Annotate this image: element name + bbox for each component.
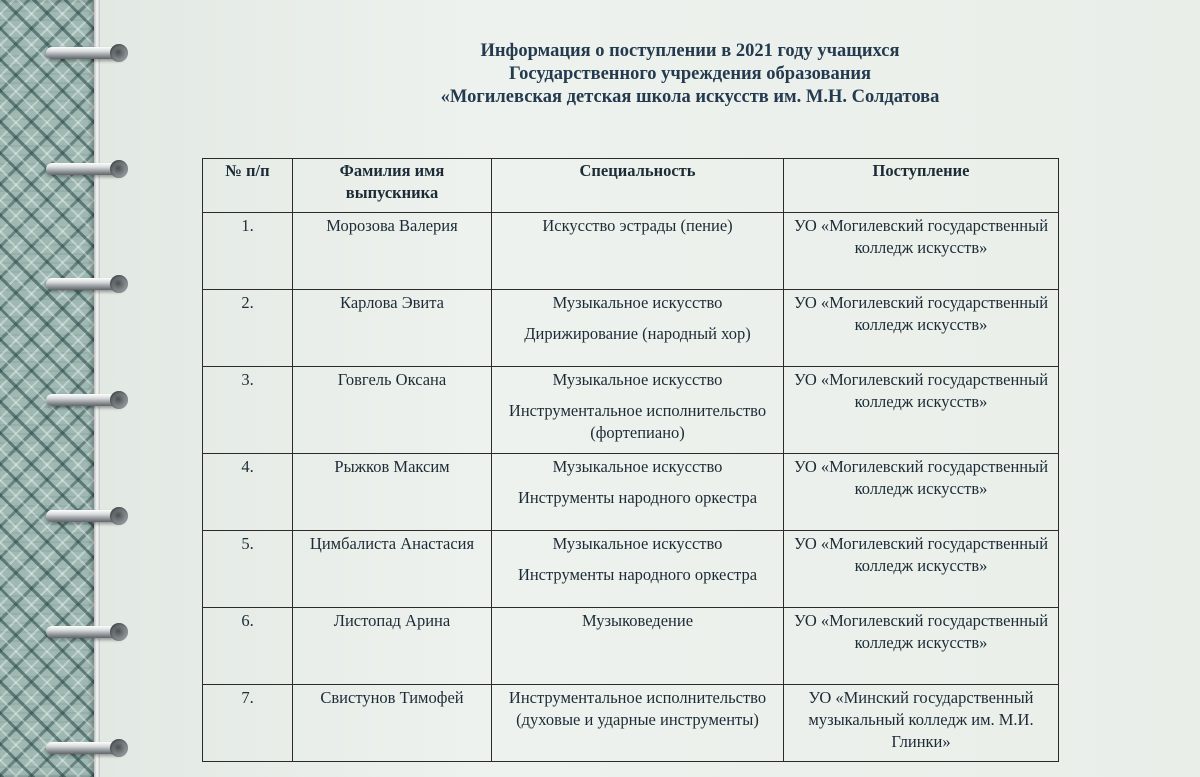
binder-ring-icon (46, 273, 132, 295)
row-number: 6. (203, 608, 293, 685)
specialty-line: Музыкальное искусство (552, 370, 723, 389)
graduate-name: Листопад Арина (293, 608, 492, 685)
graduate-name: Цимбалиста Анастасия (293, 531, 492, 608)
table-row (203, 367, 1059, 454)
page-title (380, 40, 1000, 109)
admission-cell: УО «Могилевский государственный колледж искусств» (784, 290, 1059, 367)
specialization-line: Инструменты народного оркестра (517, 565, 758, 584)
binder-ring-icon (46, 505, 132, 527)
graduate-name: Карлова Эвита (293, 290, 492, 367)
title-line: Информация о поступлении в 2021 году учащихся (480, 41, 900, 61)
binder-ring-icon (46, 621, 132, 643)
table-row (203, 685, 1059, 762)
title-line: Государственного учреждения образования (508, 64, 872, 84)
specialty-cell (492, 290, 784, 367)
admission-cell: УО «Могилевский государственный колледж искусств» (784, 213, 1059, 290)
admission-cell: УО «Могилевский государственный колледж искусств» (784, 531, 1059, 608)
row-number: 2. (203, 290, 293, 367)
header-name: Фамилия имя выпускника (293, 159, 492, 213)
specialty-line: Музыковедение (581, 611, 694, 630)
binder-ring-icon (46, 389, 132, 411)
admission-cell: УО «Могилевский государственный колледж искусств» (784, 367, 1059, 454)
binder-ring-icon (46, 42, 132, 64)
row-number: 7. (203, 685, 293, 762)
specialization-line: Инструменты народного оркестра (517, 488, 758, 507)
specialization-line: Дирижирование (народный хор) (524, 324, 751, 343)
binder-ring-icon (46, 737, 132, 759)
table-header-row (203, 159, 1059, 213)
row-number: 5. (203, 531, 293, 608)
specialty-cell (492, 367, 784, 454)
table-row (203, 531, 1059, 608)
specialty-line: Искусство эстрады (пение) (542, 216, 733, 235)
specialty-line: Инструментальное исполнительство (духовые и ударные инструменты) (508, 688, 767, 729)
admission-cell: УО «Минский государственный музыкальный колледж им. М.И. Глинки» (784, 685, 1059, 762)
specialty-cell (492, 685, 784, 762)
admissions-table (202, 158, 1059, 762)
graduate-name: Рыжков Максим (293, 454, 492, 531)
specialty-line: Музыкальное искусство (552, 534, 723, 553)
specialty-cell (492, 213, 784, 290)
graduate-name: Свистунов Тимофей (293, 685, 492, 762)
row-number: 4. (203, 454, 293, 531)
specialization-line: Инструментальное исполнительство (фортепиано) (508, 401, 767, 442)
specialty-cell (492, 608, 784, 685)
table-row (203, 290, 1059, 367)
admission-cell: УО «Могилевский государственный колледж искусств» (784, 608, 1059, 685)
binder-ring-icon (46, 158, 132, 180)
admission-cell: УО «Могилевский государственный колледж искусств» (784, 454, 1059, 531)
specialty-cell (492, 454, 784, 531)
graduate-name: Говгель Оксана (293, 367, 492, 454)
table-row (203, 454, 1059, 531)
specialty-cell (492, 531, 784, 608)
row-number: 1. (203, 213, 293, 290)
specialty-line: Музыкальное искусство (552, 293, 723, 312)
title-line: «Могилевская детская школа искусств им. М.Н. Солдатова (440, 87, 940, 107)
specialty-line: Музыкальное искусство (552, 457, 723, 476)
table-row (203, 608, 1059, 685)
graduate-name: Морозова Валерия (293, 213, 492, 290)
header-specialty: Специальность (492, 159, 784, 213)
header-admission: Поступление (784, 159, 1059, 213)
header-num: № п/п (203, 159, 293, 213)
table-row (203, 213, 1059, 290)
row-number: 3. (203, 367, 293, 454)
